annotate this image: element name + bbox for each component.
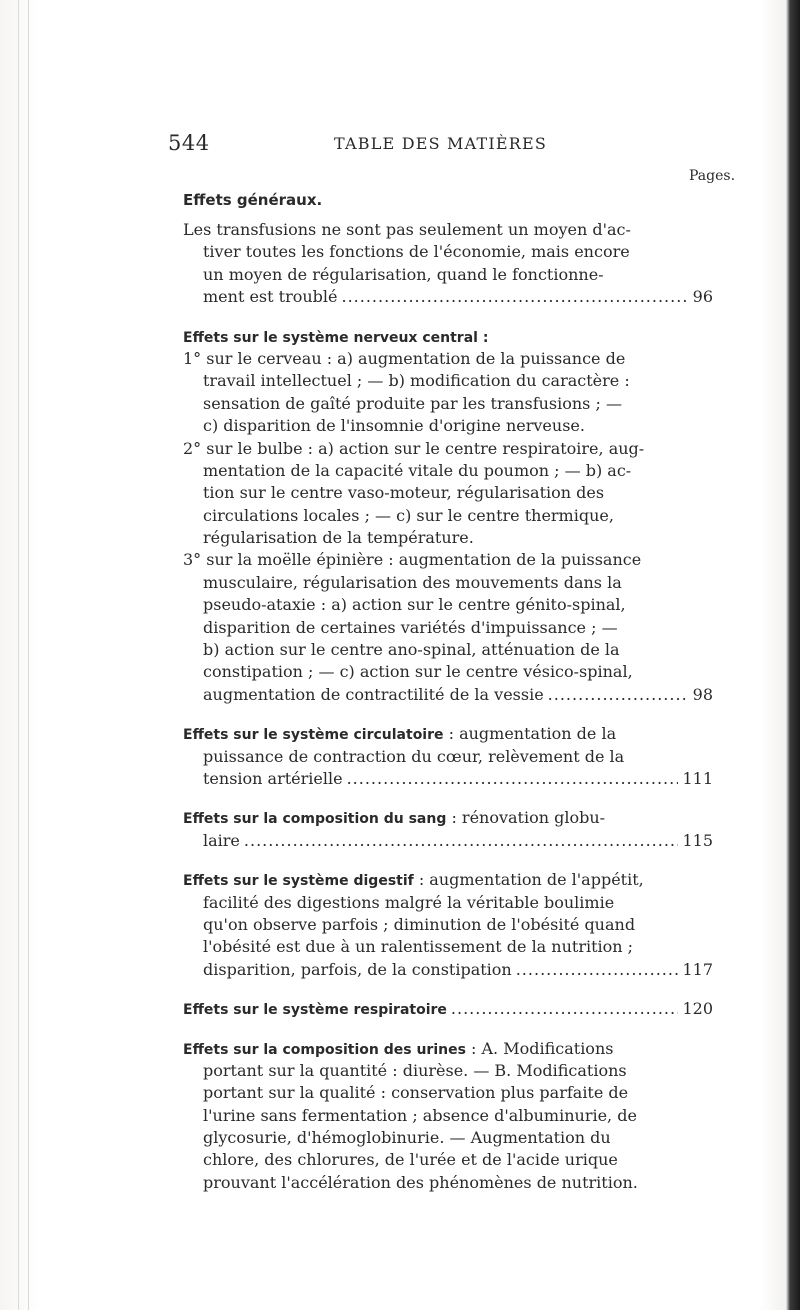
toc-line	[183, 830, 713, 852]
leader-dots	[342, 286, 688, 308]
running-title: TABLE DES MATIÈRES	[334, 134, 548, 153]
text-line	[183, 869, 713, 891]
text-line: ment est troublé	[203, 287, 338, 307]
entry-heading: Effets sur le système nerveux central :	[183, 329, 489, 346]
text-line: sensation de gaîté produite par les transfusions ; —	[203, 393, 622, 413]
toc-line	[183, 768, 713, 790]
section-title: Effets généraux.	[183, 191, 323, 209]
page-ref: 98	[692, 684, 713, 704]
text-line: b) action sur le centre ano-spinal, atténuation de la	[203, 640, 620, 660]
page-edge-line	[28, 0, 29, 1310]
page-ref: 111	[682, 768, 713, 788]
text-line: 3° sur la moëlle épinière : augmentation de la puissance	[183, 550, 642, 570]
text-line: musculaire, régularisation des mouvements dans la	[203, 572, 622, 592]
text-line: disparition de certaines variétés d'impuissance ; —	[203, 617, 618, 637]
text-line: constipation ; — c) action sur le centre vésico-spinal,	[203, 662, 633, 682]
text-line: chlore, des chlorures, de l'urée et de l'acide urique	[203, 1150, 618, 1170]
toc-entry-blood	[183, 807, 713, 852]
text-line: travail intellectuel ; — b) modification du caractère :	[203, 371, 630, 391]
text-line: glycosurie, d'hémoglobinurie. — Augmentation du	[203, 1128, 611, 1148]
pages-column-label: Pages.	[689, 168, 736, 184]
text-line: circulations locales ; — c) sur le centre thermique,	[203, 505, 614, 525]
entry-heading: Effets sur le système digestif	[183, 873, 414, 890]
entry-heading: Effets sur la composition des urines	[183, 1041, 466, 1058]
text-line: puissance de contraction du cœur, relèvement de la	[203, 746, 625, 766]
text-line: tension artérielle	[203, 768, 343, 788]
toc-content	[183, 187, 713, 1211]
text-line: laire	[203, 830, 240, 850]
toc-entry-general	[183, 187, 713, 309]
text-fragment: : augmentation de l'appétit,	[413, 870, 644, 890]
toc-entry-nervous	[183, 326, 713, 707]
text-line: augmentation de contractilité de la vessie	[203, 684, 544, 704]
running-head	[168, 131, 728, 157]
text-line: disparition, parfois, de la constipation	[203, 959, 512, 979]
text-line: 2° sur le bulbe : a) action sur le centre respiratoire, aug-	[183, 438, 645, 458]
toc-line	[183, 286, 713, 308]
text-line	[183, 723, 713, 745]
page-ref: 115	[682, 830, 713, 850]
toc-line	[183, 959, 713, 981]
text-line: prouvant l'accélération des phénomènes de nutrition.	[203, 1172, 638, 1192]
text-fragment: : augmentation de la	[443, 724, 617, 744]
leader-dots	[451, 998, 679, 1020]
leader-dots	[548, 684, 687, 706]
toc-entry-urine	[183, 1038, 713, 1195]
text-line: 1° sur le cerveau : a) augmentation de la puissance de	[183, 348, 626, 368]
text-line: pseudo-ataxie : a) action sur le centre génito-spinal,	[203, 595, 626, 615]
entry-heading: Effets sur le système respiratoire	[183, 1002, 447, 1019]
text-line	[183, 1038, 713, 1060]
text-line: mentation de la capacité vitale du poumon ; — b) ac-	[203, 460, 632, 480]
toc-entry-circulatory	[183, 723, 713, 790]
leader-dots	[347, 768, 679, 790]
text-line: un moyen de régularisation, quand le fonctionne-	[203, 264, 604, 284]
text-line: tiver toutes les fonctions de l'économie, mais encore	[203, 242, 630, 262]
page-ref: 117	[682, 959, 713, 979]
toc-entry-digestive	[183, 869, 713, 981]
text-fragment: : rénovation globu-	[446, 808, 606, 828]
toc-line	[183, 684, 713, 706]
text-line: portant sur la quantité : diurèse. — B. Modifications	[203, 1060, 627, 1080]
text-line: régularisation de la température.	[203, 528, 474, 548]
toc-entry-respiratory	[183, 998, 713, 1020]
text-line	[183, 807, 713, 829]
entry-heading: Effets sur la composition du sang	[183, 811, 447, 828]
page-number: 544	[168, 131, 210, 155]
toc-line	[183, 998, 713, 1020]
text-line: l'urine sans fermentation ; absence d'albuminurie, de	[203, 1105, 637, 1125]
leader-dots	[516, 959, 679, 981]
page-ref: 96	[692, 287, 713, 307]
leader-dots	[244, 830, 679, 852]
text-line: facilité des digestions malgré la véritable boulimie	[203, 892, 615, 912]
page-edge-line	[18, 0, 19, 1310]
text-line: Les transfusions ne sont pas seulement un moyen d'ac-	[183, 220, 631, 239]
entry-heading-line	[183, 326, 713, 348]
text-line: tion sur le centre vaso-moteur, régularisation des	[203, 483, 605, 503]
text-fragment: : A. Modifications	[465, 1038, 614, 1058]
text-line: qu'on observe parfois ; diminution de l'obésité quand	[203, 914, 636, 934]
page-ref: 120	[682, 999, 713, 1019]
text-line: l'obésité est due à un ralentissement de la nutrition ;	[203, 937, 634, 957]
text-line: portant sur la qualité : conservation plus parfaite de	[203, 1083, 629, 1103]
text-line: c) disparition de l'insomnie d'origine nerveuse.	[203, 416, 585, 436]
entry-heading: Effets sur le système circulatoire	[183, 727, 444, 744]
